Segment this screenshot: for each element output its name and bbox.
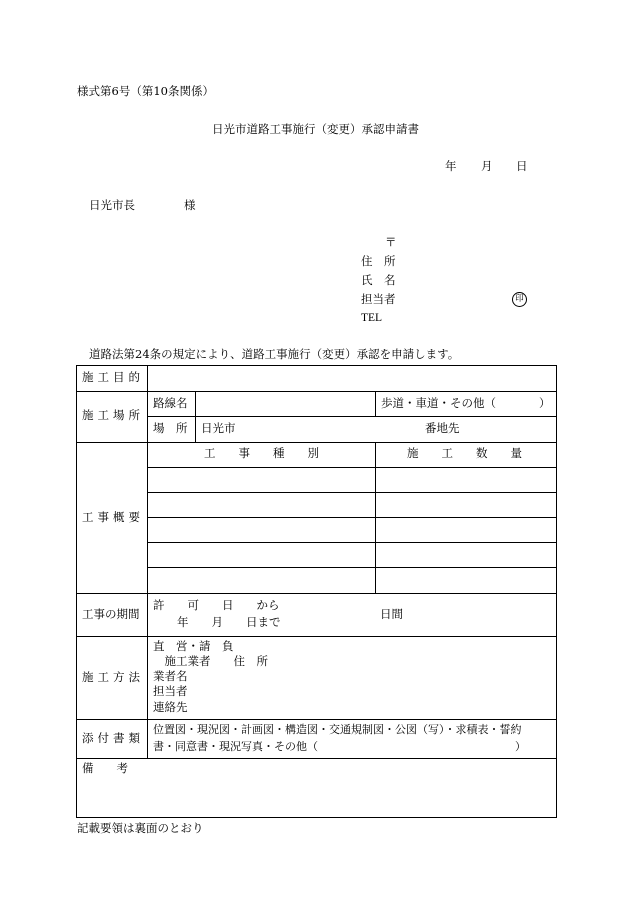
tel-label: TEL <box>361 312 383 324</box>
overview-label: 工事概要 <box>82 510 144 524</box>
method-line: 業者名 <box>153 669 188 683</box>
remarks-label: 備 考 <box>82 761 128 775</box>
road-type-options: 歩道・車道・その他（ <box>381 396 496 410</box>
method-line: 担当者 <box>153 684 188 698</box>
address-label: 住 所 <box>361 254 396 268</box>
date-year: 年 <box>445 159 457 173</box>
intro-text: 道路法第24条の規定により、道路工事施行（変更）承認を申請します。 <box>89 347 460 361</box>
row-line <box>147 517 556 518</box>
route-label: 路線名 <box>153 396 188 410</box>
row-line <box>76 758 556 759</box>
method-label: 施工方法 <box>82 670 144 684</box>
table-border-bottom <box>76 817 556 818</box>
attachments-line-2: 書・同意書・現況写真・その他（ <box>153 740 318 753</box>
table-border-right <box>556 365 557 818</box>
place-label: 場 所 <box>153 421 188 435</box>
attachments-close: ） <box>515 740 526 753</box>
row-line <box>147 416 556 417</box>
quantity-field[interactable] <box>376 468 555 491</box>
attachments-line-1: 位置図・現況図・計画図・構造図・交通規制図・公図（写）・求積表・誓約 <box>153 723 522 736</box>
method-line: 直 営・請 負 <box>153 639 234 653</box>
purpose-field[interactable] <box>150 366 554 390</box>
route-name-field[interactable] <box>198 392 373 415</box>
row-line <box>147 542 556 543</box>
row-line <box>76 719 556 720</box>
column-line <box>375 442 376 593</box>
seal-icon: 印 <box>512 292 527 307</box>
location-label: 施工場所 <box>82 408 144 422</box>
row-line <box>147 567 556 568</box>
column-line <box>147 365 148 758</box>
seal-mark <box>512 292 527 307</box>
document-title: 日光市道路工事施行（変更）承認申請書 <box>212 122 419 136</box>
work-type-field[interactable] <box>148 468 374 491</box>
row-line <box>76 636 556 637</box>
method-line: 連絡先 <box>153 700 188 714</box>
row-line <box>76 442 556 443</box>
addressee: 日光市長 <box>89 198 135 212</box>
method-line: 施工業者 住 所 <box>153 654 268 668</box>
period-label: 工事の期間 <box>82 607 140 621</box>
city-name: 日光市 <box>201 421 236 435</box>
honorific: 様 <box>184 198 196 212</box>
column-line <box>195 391 196 442</box>
work-type-header: 工 事 種 別 <box>204 446 319 460</box>
purpose-label: 施工目的 <box>82 370 144 384</box>
banchi-suffix: 番地先 <box>425 421 460 435</box>
name-label: 氏 名 <box>361 273 396 287</box>
attachments-label: 添付書類 <box>82 731 144 745</box>
contact-person-label: 担当者 <box>361 292 396 306</box>
footer-note: 記載要領は裏面のとおり <box>77 821 204 835</box>
remarks-field[interactable] <box>78 777 554 815</box>
period-to: 年 月 日まで <box>177 615 281 629</box>
road-type-close: ） <box>539 396 551 410</box>
row-line <box>76 593 556 594</box>
period-from: 許 可 日 から <box>153 598 280 612</box>
form-number: 様式第6号（第10条関係） <box>77 84 214 98</box>
quantity-header: 施 工 数 量 <box>407 446 522 460</box>
date-month: 月 <box>481 159 493 173</box>
postal-mark: 〒 <box>385 235 397 249</box>
column-line <box>375 391 376 416</box>
period-days: 日間 <box>380 607 403 621</box>
date-day: 日 <box>516 159 528 173</box>
table-border-left <box>76 365 77 818</box>
row-line <box>147 492 556 493</box>
